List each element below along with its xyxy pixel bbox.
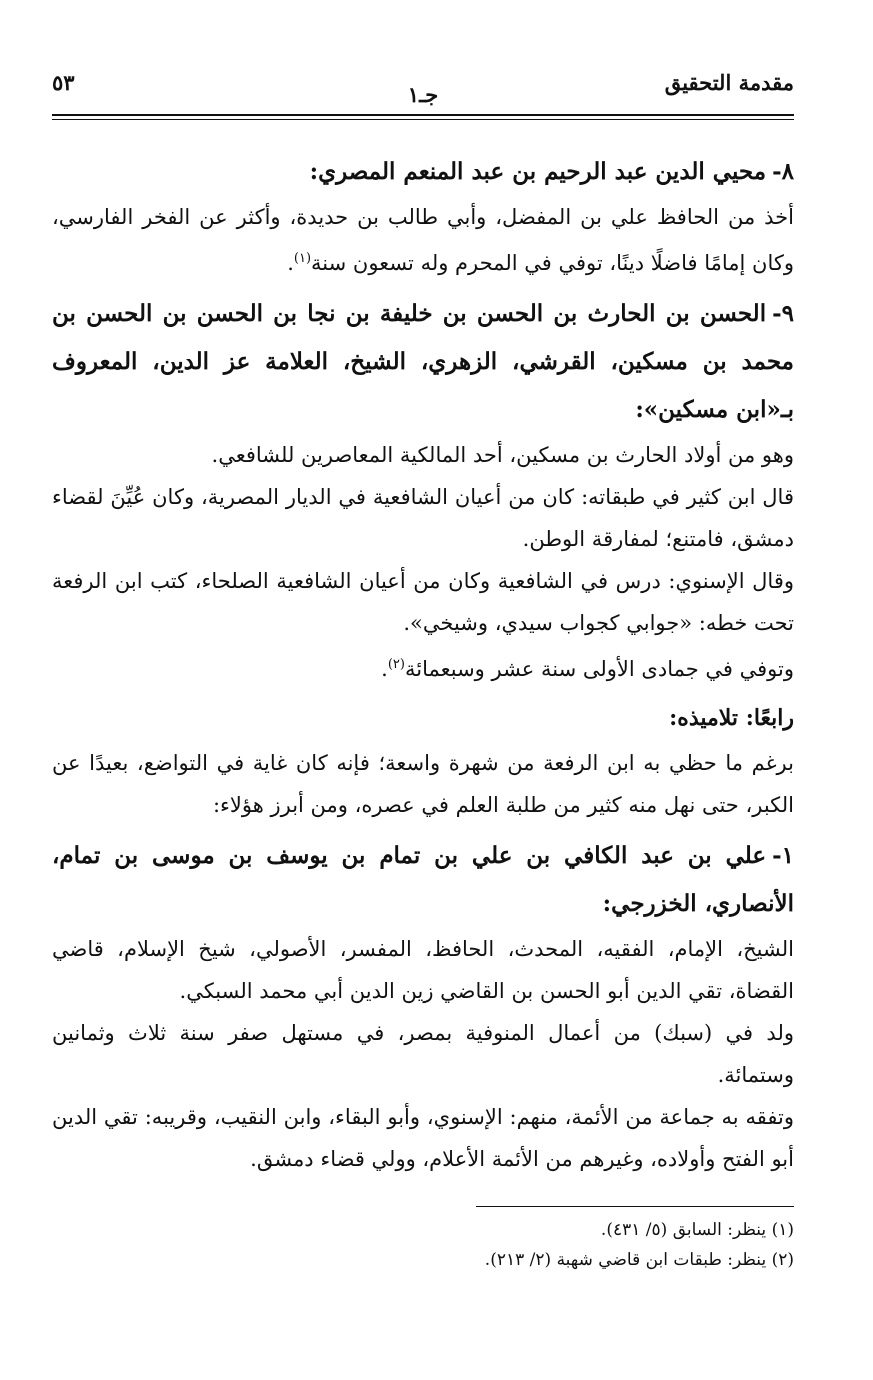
entry-paragraph: وهو من أولاد الحارث بن مسكين، أحد المالكية المعاصرين للشافعي. [211,443,794,467]
entry-heading [52,148,794,196]
entry-name: الحسن بن الحارث بن الحسن بن خليفة بن نجا بن الحسن بن الحسن بن محمد بن مسكين، القرشي، الزهري، الشيخ، العلامة عز الدين، المعروف بـ«ابن مسكين»: [52,300,794,423]
footnote-marker: (٢) [387,657,405,672]
footnote-separator [476,1206,794,1207]
volume-label: جـ١ [407,82,439,107]
entry-heading [52,832,794,928]
entry-paragraph: وتفقه به جماعة من الأئمة، منهم: الإسنوي، وأبو البقاء، وابن النقيب، وقريبه: تقي الدين أبو الفتح وأولاده، وغيرهم من الأئمة الأعلام، وولي قضاء دمشق. [52,1105,794,1171]
paragraph-text: وتوفي في جمادى الأولى سنة عشر وسبعمائة [404,657,794,681]
header-title: مقدمة التحقيق [664,70,794,95]
entry-paragraph: وتوفي في جمادى الأولى سنة عشر وسبعمائة$^{(٢)}$. [381,657,794,681]
entry-paragraph: ولد في (سبك) من أعمال المنوفية بمصر، في مستهل صفر سنة ثلاث وثمانين وستمائة. [52,1021,794,1087]
main-text [52,148,794,1275]
section-intro: برغم ما حظي به ابن الرفعة من شهرة واسعة؛ فإنه كان غاية في التواضع، بعيدًا عن الكبر، حتى نهل منه كثير من طلبة العلم في عصره، ومن أبرز هؤلاء: [52,751,794,817]
entry-name: علي بن عبد الكافي بن علي بن تمام بن يوسف بن موسى بن تمام، الأنصاري، الخزرجي: [52,842,794,917]
footnote-marker: (١) [293,251,312,266]
entry-number: ٨- [772,158,794,185]
entry-paragraph: الشيخ، الإمام، الفقيه، المحدث، الحافظ، المفسر، الأصولي، شيخ الإسلام، قاضي القضاة، تقي الدين أبو الحسن بن القاضي زين الدين أبي محمد السبكي. [52,937,794,1003]
page-number: ٥٣ [52,70,75,95]
book-page [52,70,794,1275]
entry-number: ٩- [772,300,794,327]
entry-paragraph: وقال الإسنوي: درس في الشافعية وكان من أعيان الشافعية الصلحاء، كتب ابن الرفعة تحت خطه: «جوابي كجواب سيدي، وشيخي». [52,569,794,635]
paragraph-text: أخذ من الحافظ علي بن المفضل، وأبي طالب بن حديدة، وأكثر عن الفخر الفارسي، وكان إمامًا فاضلًا دينًا، توفي في المحرم وله تسعون سنة [52,205,794,275]
entry-paragraph: أخذ من الحافظ علي بن المفضل، وأبي طالب بن حديدة، وأكثر عن الفخر الفارسي، وكان إمامًا فاضلًا دينًا، توفي في المحرم وله تسعون سنة$^{(١)}$. [52,205,794,275]
header-rule [52,114,794,120]
footnote: (٢) ينظر: طبقات ابن قاضي شهبة (٢/ ٢١٣). [484,1250,794,1270]
entry-name: محيي الدين عبد الرحيم بن عبد المنعم المصري: [309,158,767,185]
entry-heading [52,290,794,434]
entry-number: ١- [772,842,794,869]
section-heading: رابعًا: تلاميذه: [669,705,794,731]
footnote: (١) ينظر: السابق (٥/ ٤٣١). [600,1220,794,1240]
entry-paragraph: قال ابن كثير في طبقاته: كان من أعيان الشافعية في الديار المصرية، وكان عُيِّنَ لقضاء دمشق، فامتنع؛ لمفارقة الوطن. [52,485,794,551]
running-header [52,70,794,110]
